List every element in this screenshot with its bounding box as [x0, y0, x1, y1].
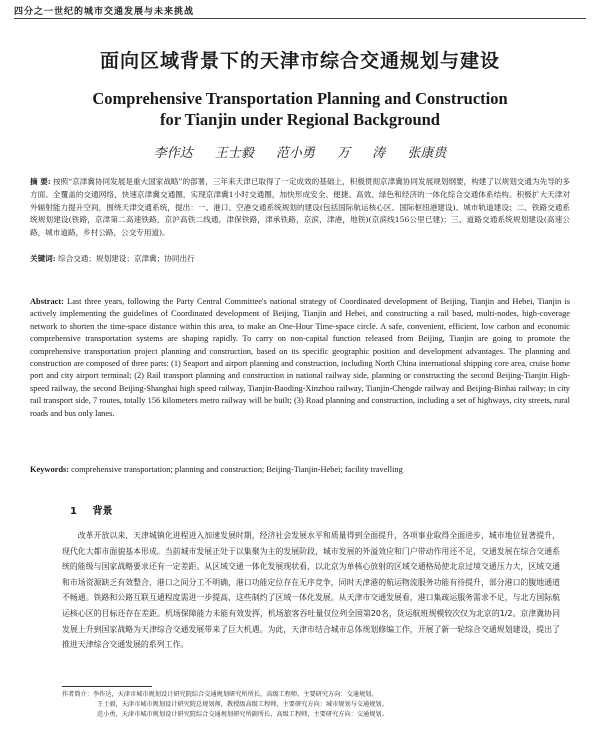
keywords-english	[30, 464, 570, 476]
running-head: 四分之一世纪的城市交通发展与未来挑战	[14, 7, 195, 17]
author-footnote	[62, 690, 560, 720]
footnote-rule	[62, 686, 152, 687]
abstract-chinese-label: 摘 要:	[30, 177, 51, 186]
keywords-chinese-text: 综合交通；规划建设；京津冀；协同出行	[58, 254, 195, 263]
title-english	[40, 88, 560, 130]
title-english-line1: Comprehensive Transportation Planning and Construction	[92, 89, 508, 108]
keywords-english-text: comprehensive transportation; planning and construction; Beijing-Tianjin-Hebei; facility travelling	[71, 465, 403, 474]
keywords-chinese-label: 关键词:	[30, 254, 56, 263]
abstract-chinese	[30, 176, 570, 240]
title-english-line2: for Tianjin under Regional Background	[160, 110, 440, 129]
keywords-chinese	[30, 253, 570, 265]
footnote-line: 作者简介：李作达，天津市城市规划设计研究院综合交通规划研究所所长，高级工程师，主要研究方向：交通规划。	[62, 691, 378, 698]
keywords-english-label: Keywords:	[30, 465, 70, 474]
abstract-english-text: Last three years, following the Party Central Committee's national strategy of Coordinated development of Beijing, Tianjin and Hebei, Tianjin is actively implementing the guidelines of Coordinated development of Beijing, Tianjin and Hebei, and constructing a rail based, multi-nodes, high-coverage network to shorten the time-space distance within this area, to make an One-Hour Time-space circle. A safe, convenient, efficient, low carbon and economic comprehensive transportation systems are shaping rapidly. To carry on non-capital function released from Beijing, Tianjin are going to promote the comprehensive transportation project planning and construction, based on its specific geographic position and development advantages. The planning and construction are composed of three parts: (1) Seaport and airport planning and construction, including North China international shipping core area, cruise home port and city airport terminal; (2) Rail transport planning and construction in national railway side, planning or constructing the second Beijing-Tianjin High-speed railway, the second Beijing-Shanghai high speed railway, Tianjin-Baoding-Xinzhou railway, Tianjin-Chengde railway and Beijing-Binhai railway; in city rail transport side, 7 routes, totally 156 kilometers metro railway will be built; (3) Road planning and construction, including a set of highways, city streets, rural roads and bus only lanes.	[30, 297, 571, 418]
footnote-line: 王士毅，天津市城市规划设计研究院总规划师，教授级高级工程师，主要研究方向：城市规划与交通规划。	[97, 701, 388, 708]
body-paragraph: 改革开放以来，天津城镇化进程进入加速发展时期，经济社会发展水平和质量得到全面提升，各项事业取得全面进步，城市地位显著提升，现代化大都市面貌基本形成。当前城市发展正处于以集聚为主的发展阶段，城市发展的外溢效应和门户带动作用还不足，交通发展在综合交通系统的能级与国家战略要求还有一定差距。从区域交通一体化发展现状看，以北京为单核心放射的区域交通格局使北京过境交通压力大，区域交通和市场资源缺乏有效整合，港口之间分工不明确，港口功能定位存在无序竞争，同时天津港的航运物流服务功能有待提升，部分港口的腹地通道不畅通。铁路和公路互联互通程度需进一步提高，这些制约了区域一体化发展。从天津市交通发展看，港口集疏运服务需求不足，与北方国际航运核心区的目标还存在差距。机场保障能力未能有效发挥，机场旅客吞吐量仅位列全国第20名，货运航班规模较次仅为北京的1/2。京津冀协同发展上升到国家战略为天津综合交通发展带来了巨大机遇。为此，天津市结合城市总体规划修编工作，开展了新一轮综合交通规划建设，提出了推进天津综合交通发展的系列工作。	[62, 531, 560, 650]
footnote-line: 范小勇，天津市城市规划设计研究院综合交通规划研究所副所长，高级工程师，主要研究方向：交通规划。	[97, 711, 388, 718]
abstract-chinese-text: 按照“京津冀协同发展是重大国家战略”的部署，三年来天津已取得了一定成效的基础上，积极贯彻京津冀协同发展规划纲要，构建了以规划交通为先导的多方面、全覆盖的交通网络，快速京津冀交通圈，实现京津冀1小时交通圈，加快形成安全、便捷、高效、绿色和经济的一体化综合交通体系结构。积极扩大天津对外辐射能力提升空间，围绕天津交通系统，提出：一、港口、空港交通系统规划的建设(包括国际航运核心区、国际枢纽港建设)、城市轨道建设；二、铁路交通系统规划建设(铁路，京津第二高速铁路，京沪高铁二线通，津保铁路，津承铁路，京滨，津港，地铁)(京滨线156公里已建)；三、道路交通系统规划建设(高速公路，城市道路，乡村公路，公交专用道)。	[30, 177, 570, 238]
abstract-english	[30, 296, 570, 420]
title-chinese: 面向区域背景下的天津市综合交通规划与建设	[99, 50, 500, 72]
section-heading	[70, 502, 112, 517]
section-title: 背景	[92, 506, 113, 517]
header-rule	[14, 18, 586, 19]
section-number: 1	[70, 506, 77, 517]
abstract-english-label: Abstract:	[30, 297, 64, 306]
author-list: 李作达 王士毅 范小勇 万 涛 张康贵	[153, 146, 447, 161]
